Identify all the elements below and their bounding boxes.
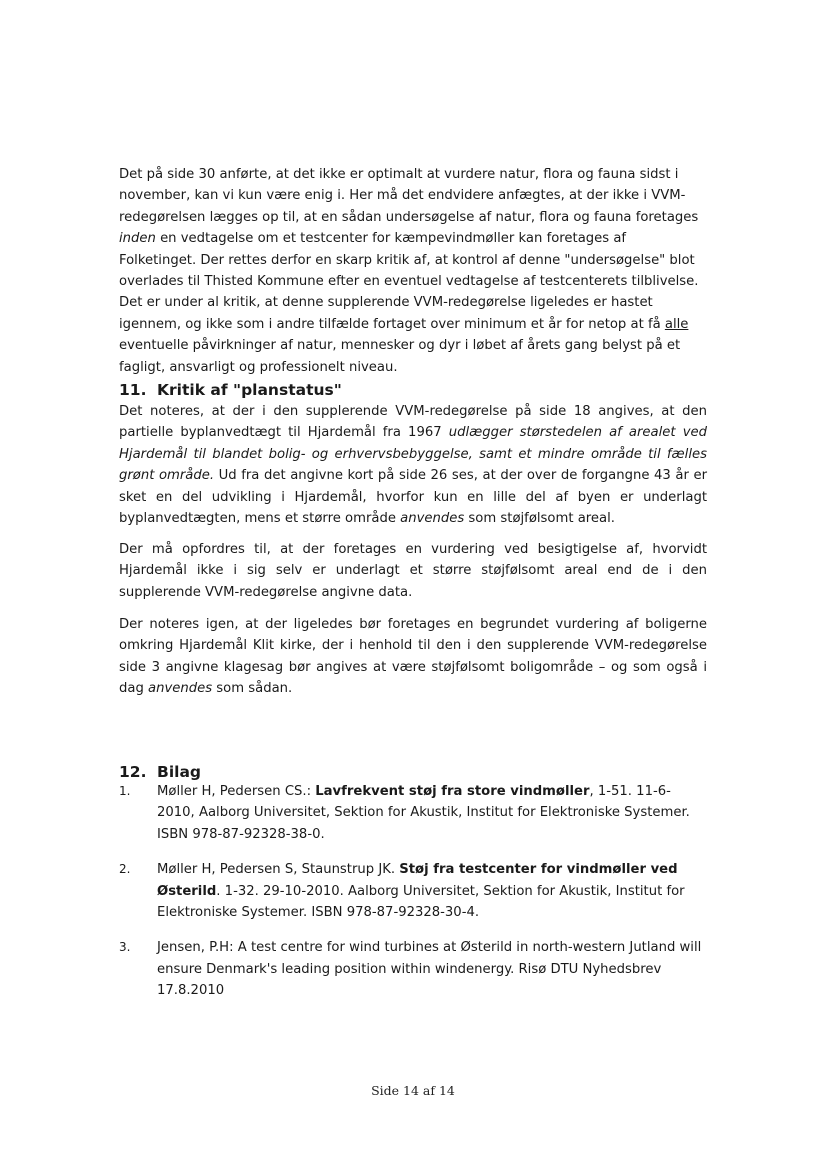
text-run: som sådan. <box>212 681 293 697</box>
section-title: Bilag <box>157 763 201 781</box>
section-11-paragraph-2: Der må opfordres til, at der foretages en vurdering ved besigtigelse af, hvorvidt Hjardemål ikke i sig selv er underlagt et større støjfølsomt areal end de i den supplerende VVM-redegørelse angivne data. <box>119 542 707 600</box>
reference-item <box>119 859 707 923</box>
text-run: en vedtagelse om et testcenter for kæmpevindmøller kan foretages af Folketinget. Der rettes derfor en skarp kritik af, at kontrol af denne "undersøgelse" blot overlades til Thisted Kommune efter en eventuel vedtagelse af testcenterets tilblivelse. Det er under al kritik, at denne supplerende VVM-redegørelse ligeledes er hastet igennem, og ikke som i andre tilfælde fortaget over minimum et år for netop at få <box>119 231 699 332</box>
section-11-heading <box>119 380 707 400</box>
text-run: eventuelle påvirkninger af natur, mennesker og dyr i løbet af årets gang belyst på et fagligt, ansvarligt og professionelt niveau. <box>119 338 681 375</box>
text-run: Møller H, Pedersen S, Staunstrup JK. <box>157 862 400 878</box>
section-number: 11. <box>119 381 147 399</box>
page-footer: Side 14 af 14 <box>371 1083 455 1098</box>
text-run: Der noteres igen, at der ligeledes bør foretages en begrundet vurdering af boligerne omkring Hjardemål Klit kirke, der i henhold til den i den supplerende VVM-redegørelse side 3 angivne klagesag bør angives at være støjfølsomt boligområde – og som også i dag <box>119 617 707 697</box>
section-number: 12. <box>119 763 147 781</box>
text-run: Ud fra det angivne kort på side 26 ses, at der over de forgangne 43 år er sket en del udvikling i Hjardemål, hvorfor kun en lille del af byen er underlagt byplanvedtægten, mens et større område <box>119 468 707 527</box>
text-run: Møller H, Pedersen CS.: <box>157 784 316 799</box>
italic-text: inden <box>119 231 156 247</box>
text-run: , 1-51. 11-6-2010, Aalborg Universitet, Sektion for Akustik, Institut for Elektroniske Systemer. ISBN 978-87-92328-38-0. <box>157 784 690 842</box>
section-title: Kritik af "planstatus" <box>157 381 342 399</box>
intro-paragraph <box>119 164 707 378</box>
bold-text: Lavfrekvent støj fra store vindmøller <box>315 784 590 799</box>
reference-item <box>119 937 707 1001</box>
text-run: Jensen, P.H: A test centre for wind turbines at Østerild in north-western Jutland will ensure Denmark's leading position within windenergy. Risø DTU Nyhedsbrev 17.8.2010 <box>157 940 702 999</box>
text-run: som støjfølsomt areal. <box>464 511 615 527</box>
underlined-text: alle <box>664 316 689 332</box>
italic-text: udlægger størstedelen af arealet ved Hjardemål til blandet bolig- og erhvervsbebyggelse, samt et mindre område til fælles grønt område. <box>119 425 707 484</box>
reference-number: 1. <box>119 784 131 798</box>
italic-text: anvendes <box>148 681 213 697</box>
reference-item <box>119 781 707 845</box>
reference-list <box>119 781 707 1016</box>
bold-text: Støj fra testcenter for vindmøller ved Østerild <box>157 862 678 899</box>
text-run: Det noteres, at der i den supplerende VVM-redegørelse på side 18 angives, at den partielle byplanvedtægt til Hjardemål fra 1967 <box>119 404 707 441</box>
text-run: Det på side 30 anførte, at det ikke er optimalt at vurdere natur, flora og fauna sidst i november, kan vi kun være enig i. Her må det endvidere anfægtes, at der ikke i VVM-redegørelsen lægges op til, at en sådan undersøgelse af natur, flora og fauna foretages <box>119 167 699 225</box>
section-11-paragraph-1 <box>119 401 707 529</box>
reference-number: 3. <box>119 940 131 955</box>
section-12-heading <box>119 762 707 782</box>
reference-number: 2. <box>119 862 131 877</box>
section-11-paragraph-3 <box>119 614 707 700</box>
italic-text: anvendes <box>400 511 465 527</box>
text-run: . 1-32. 29-10-2010. Aalborg Universitet, Sektion for Akustik, Institut for Elektroniske Systemer. ISBN 978-87-92328-30-4. <box>157 883 685 921</box>
